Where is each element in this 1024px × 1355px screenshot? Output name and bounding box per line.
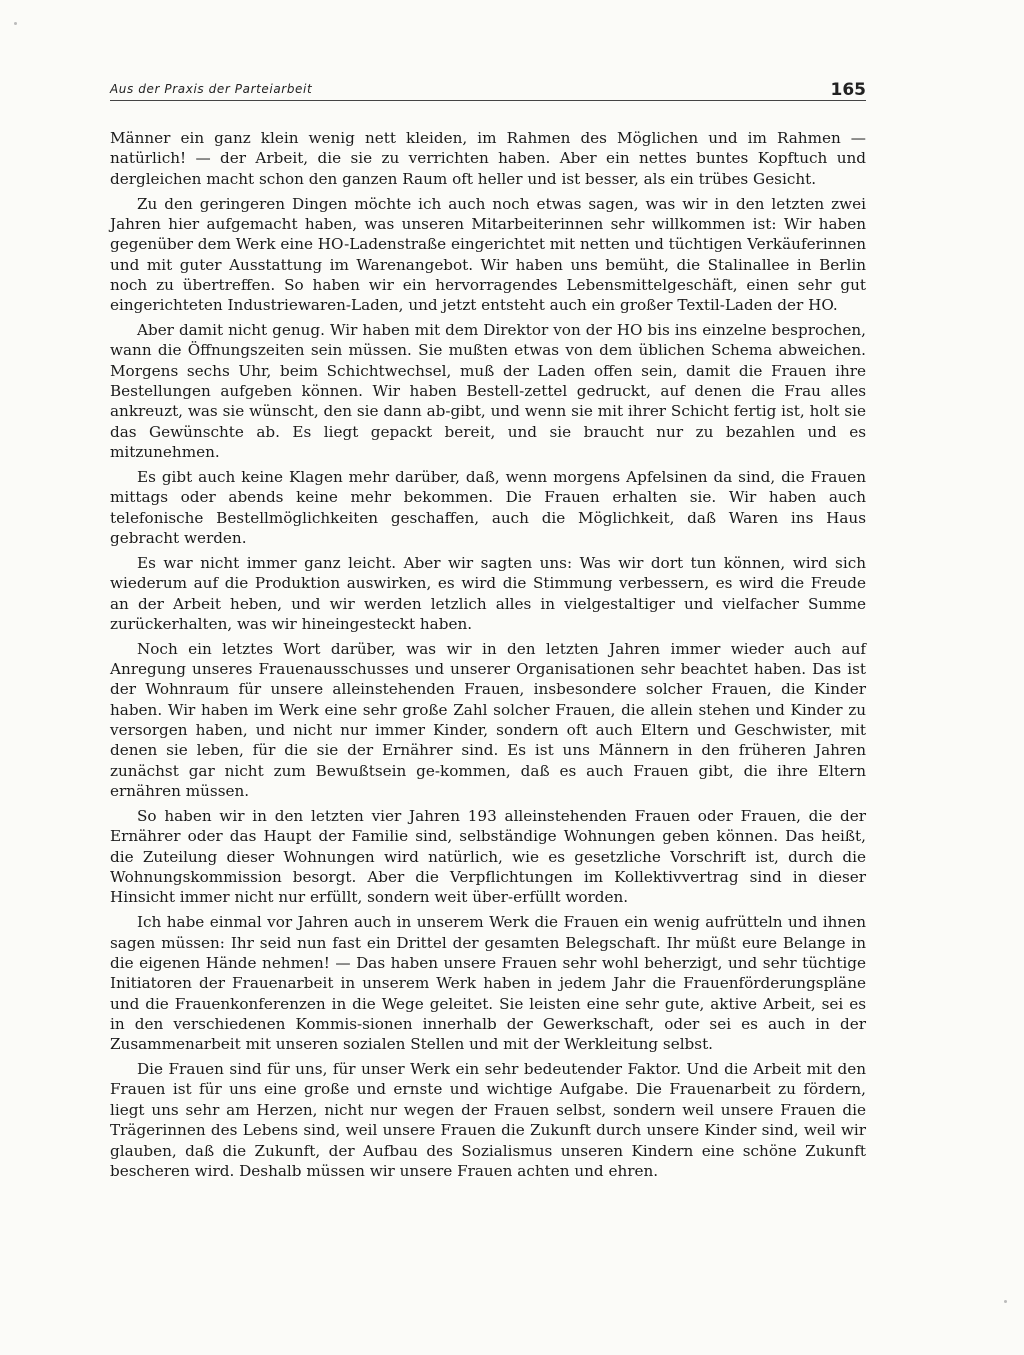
running-header bbox=[110, 80, 866, 104]
header-rule bbox=[110, 100, 866, 101]
paragraph: Ich habe einmal vor Jahren auch in unserem Werk die Frauen ein wenig aufrütteln und ihnen sagen müssen: Ihr seid nun fast ein Drittel der gesamten Belegschaft. Ihr müßt eure Belange in die eigenen Hände nehmen! — Das haben unsere Frauen sehr wohl beherzigt, und sehr tüchtige Initiatoren der Frauenarbeit in unserem Werk haben in jedem Jahr die Frauenförderungspläne und die Frauenkonferenzen in die Wege geleitet. Sie leisten eine sehr gute, aktive Arbeit, sei es in den verschiedenen Kommis-sionen innerhalb der Gewerkschaft, oder sei es auch in der Zusammenarbeit mit unseren sozialen Stellen und mit der Werkleitung selbst. bbox=[110, 913, 866, 1054]
page-number: 165 bbox=[830, 80, 866, 100]
running-title: Aus der Praxis der Parteiarbeit bbox=[110, 82, 313, 96]
paragraph: Es gibt auch keine Klagen mehr darüber, daß, wenn morgens Apfelsinen da sind, die Frauen mittags oder abends keine mehr bekommen. Die Frauen erhalten sie. Wir haben auch telefonische Bestellmöglichkeiten geschaffen, auch die Möglichkeit, daß Waren ins Haus gebracht werden. bbox=[110, 468, 866, 548]
paragraph: Noch ein letztes Wort darüber, was wir in den letzten Jahren immer wieder auch auf Anregung unseres Frauenausschusses und unserer Organisationen sehr beachtet haben. Das ist der Wohnraum für unsere alleinstehenden Frauen, insbesondere solcher Frauen, die Kinder haben. Wir haben im Werk eine sehr große Zahl solcher Frauen, die allein stehen und Kinder zu versorgen haben, und nicht nur immer Kinder, sondern oft auch Eltern und Geschwister, mit denen sie leben, für die sie der Ernährer sind. Es ist uns Männern in den früheren Jahren zunächst gar nicht zum Bewußtsein ge-kommen, daß es auch Frauen gibt, die ihre Eltern ernähren müssen. bbox=[110, 639, 866, 801]
paragraph: Es war nicht immer ganz leicht. Aber wir sagten uns: Was wir dort tun können, wird sich wiederum auf die Produktion auswirken, es wird die Stimmung verbessern, es wird die Freude an der Arbeit heben, und wir werden letzlich alles in vielgestaltiger und vielfacher Summe zurückerhalten, was wir hineingesteckt haben. bbox=[110, 553, 866, 633]
paragraph: Zu den geringeren Dingen möchte ich auch noch etwas sagen, was wir in den letzten zwei Jahren hier aufgemacht haben, was unseren Mitarbeiterinnen sehr willkommen ist: Wir haben gegenüber dem Werk eine HO-Ladenstraße eingerichtet mit netten und tüchtigen Verkäuferinnen und mit guter Ausstattung im Warenangebot. Wir haben uns bemüht, die Stalinallee in Berlin noch zu übertreffen. So haben wir ein hervorragendes Lebensmittelgeschäft, einen sehr gut eingerichteten Industriewaren-Laden, und jetzt entsteht auch ein großer Textil-Laden der HO. bbox=[110, 194, 867, 315]
paragraph: Männer ein ganz klein wenig nett kleiden, im Rahmen des Möglichen und im Rahmen — natürlich! — der Arbeit, die sie zu verrichten haben. Aber ein nettes buntes Kopftuch und dergleichen macht schon den ganzen Raum oft heller und ist besser, als ein trübes Gesicht. bbox=[110, 129, 866, 188]
paragraph: So haben wir in den letzten vier Jahren 193 alleinstehenden Frauen oder Frauen, die der Ernährer oder das Haupt der Familie sind, selbständige Wohnungen geben können. Das heißt, die Zuteilung dieser Wohnungen wird natürlich, wie es gesetzliche Vorschrift ist, durch die Wohnungskommission besorgt. Aber die Verpflichtungen im Kollektivvertrag sind in dieser Hinsicht immer nicht nur erfüllt, sondern weit über-erfüllt worden. bbox=[110, 807, 866, 907]
body-text bbox=[110, 128, 866, 1186]
paragraph: Aber damit nicht genug. Wir haben mit dem Direktor von der HO bis ins einzelne besprochen, wann die Öffnungszeiten sein müssen. Sie mußten etwas von dem üblichen Schema abweichen. Morgens sechs Uhr, beim Schichtwechsel, muß der Laden offen sein, damit die Frauen ihre Bestellungen aufgeben können. Wir haben Bestell-zettel gedruckt, auf denen die Frau alles ankreuzt, was sie wünscht, den sie dann ab-gibt, und wenn sie mit ihrer Schicht fertig ist, holt sie das Gewünschte ab. Es liegt gepackt bereit, und sie braucht nur zu bezahlen und es mitzunehmen. bbox=[110, 321, 866, 462]
paper-speck bbox=[1004, 1300, 1007, 1303]
paragraph: Die Frauen sind für uns, für unser Werk ein sehr bedeutender Faktor. Und die Arbeit mit den Frauen ist für uns eine große und ernste und wichtige Aufgabe. Die Frauenarbeit zu fördern, liegt uns sehr am Herzen, nicht nur wegen der Frauen selbst, sondern weil unsere Frauen die Trägerinnen des Lebens sind, weil unsere Frauen die Zukunft durch unsere Kinder sind, weil wir glauben, daß die Zukunft, der Aufbau des Sozialismus unseren Kindern eine schöne Zukunft bescheren wird. Deshalb müssen wir unsere Frauen achten und ehren. bbox=[110, 1060, 866, 1180]
paper-speck bbox=[14, 22, 17, 25]
